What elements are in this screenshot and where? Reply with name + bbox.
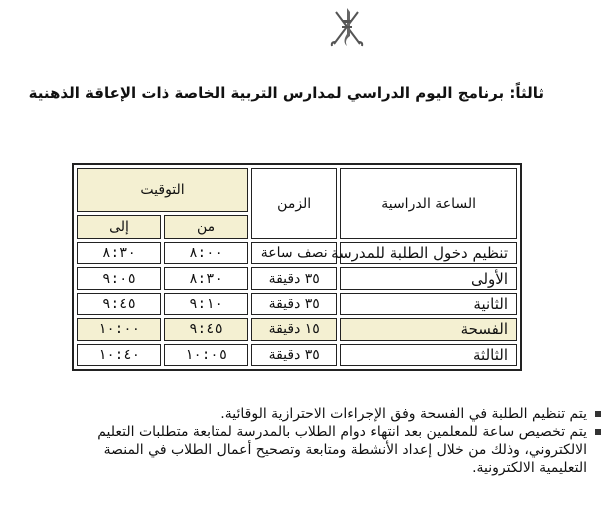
cell-to: ١٠:٠٠ (77, 318, 161, 340)
list-item (0, 405, 601, 423)
page-heading: ثالثاً: برنامج اليوم الدراسي لمدارس التربية الخاصة ذات الإعاقة الذهنية (28, 84, 544, 102)
table-row (77, 267, 517, 289)
cell-duration: ٣٥ دقيقة (251, 293, 337, 315)
cell-from: ٩:١٠ (164, 293, 248, 315)
header-duration: الزمن (251, 168, 337, 239)
table-row (77, 242, 517, 264)
cell-duration: نصف ساعة (251, 242, 337, 264)
note-line: يتم تخصيص ساعة للمعلمين بعد انتهاء دوام الطلاب بالمدرسة لمتابعة متطلبات التعليم (97, 424, 587, 440)
header-period: الساعة الدراسية (340, 168, 517, 239)
cell-period: الفسحة (340, 318, 517, 340)
cell-period: الثانية (340, 293, 517, 315)
cell-period: تنظيم دخول الطلبة للمدرسة (340, 242, 517, 264)
notes-list (0, 405, 601, 477)
cell-to: ٩:٠٥ (77, 267, 161, 289)
cell-duration: ٣٥ دقيقة (251, 344, 337, 366)
header-timing: التوقيت (77, 168, 248, 212)
cell-to: ١٠:٤٠ (77, 344, 161, 366)
cell-duration: ٣٥ دقيقة (251, 267, 337, 289)
cell-from: ٨:٠٠ (164, 242, 248, 264)
cell-from: ٩:٤٥ (164, 318, 248, 340)
table-row (77, 344, 517, 366)
table-row (77, 318, 517, 340)
cell-from: ١٠:٠٥ (164, 344, 248, 366)
cell-period: الثالثة (340, 344, 517, 366)
note-line: يتم تنظيم الطلبة في الفسحة وفق الإجراءات الاحترازية الوقائية. (220, 406, 587, 422)
oman-emblem-icon (330, 4, 364, 50)
schedule-table (72, 163, 522, 371)
note-line: التعليمية الالكترونية. (472, 460, 587, 476)
note-line: الالكتروني، وذلك من خلال إعداد الأنشطة ومتابعة وتصحيح أعمال الطلاب في المنصة (103, 442, 587, 458)
bullet-icon (595, 429, 601, 435)
table-row (77, 293, 517, 315)
cell-from: ٨:٣٠ (164, 267, 248, 289)
list-item (0, 423, 601, 477)
cell-period: الأولى (340, 267, 517, 289)
cell-to: ٨:٣٠ (77, 242, 161, 264)
cell-to: ٩:٤٥ (77, 293, 161, 315)
header-from: من (164, 215, 248, 239)
cell-duration: ١٥ دقيقة (251, 318, 337, 340)
bullet-icon (595, 411, 601, 417)
header-to: إلى (77, 215, 161, 239)
